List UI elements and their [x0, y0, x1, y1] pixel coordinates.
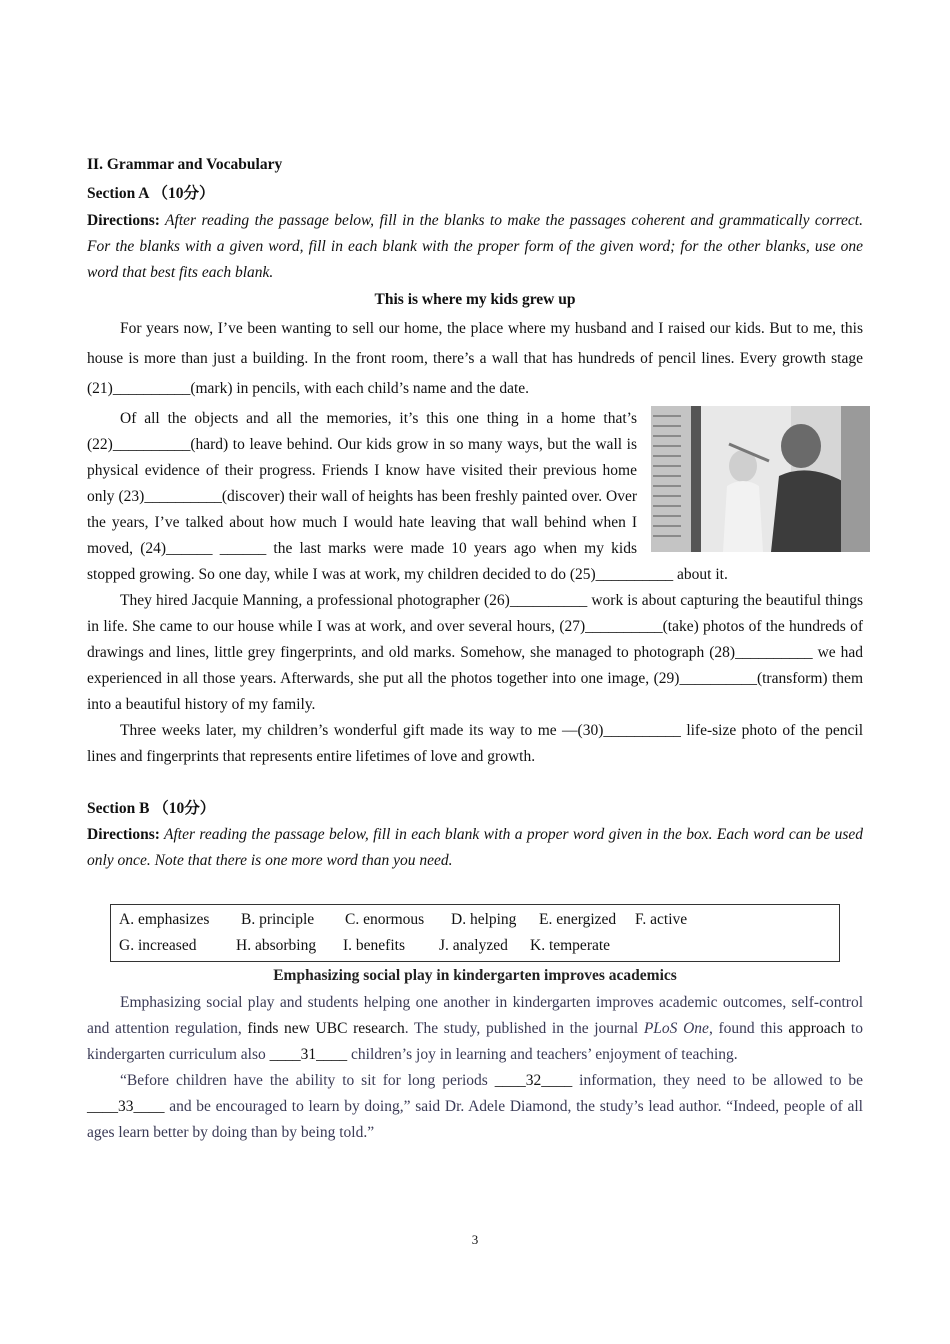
text-run: children’s joy in learning and teachers’ enjoyment of teaching. — [347, 1046, 738, 1063]
word-option: K. temperate — [530, 937, 611, 954]
text-run: to kindergarten curriculum also — [87, 1020, 863, 1063]
text-run: finds new UBC research — [247, 1020, 405, 1037]
section-b-title: Section B （10分） — [87, 800, 216, 817]
directions-text: After reading the passage below, fill in the blanks to make the passages coherent and grammatically correct. For the blanks with a given word, fill in each blank with the proper form of the given word; for the other blanks, use one word that best fits each blank. — [87, 212, 863, 281]
word-box-row-1 — [119, 907, 831, 933]
blank-32: ____32____ — [494, 1072, 573, 1089]
blank-33: ____33____ — [87, 1098, 165, 1115]
passage-a-paragraph-2: Of all the objects and all the memories, it’s this one thing in a home that’s (22)__________(hard) to leave behind. Our kids grow in so many ways, but the wall is physical evidence of their progress. Friends I know have visited their previous home only (23)__________(discover) their wall of heights has been freshly painted over. Over the years, I’ve talked about how much I would hate leaving that wall behind when I moved, (24)______ ______ the last marks were made 10 years ago when my kids stopped growing. So one day, while I was at work, my children decided to do (25)__________ about it. — [87, 410, 728, 583]
word-option: F. active — [635, 911, 688, 928]
word-box — [110, 904, 840, 962]
mother-measuring-child-photo — [651, 406, 870, 552]
blank-31: ____31____ — [269, 1046, 348, 1063]
passage-a-title: This is where my kids grew up — [374, 291, 576, 308]
photo-illustration — [651, 406, 870, 552]
text-run: . The study, published in the journal — [404, 1020, 644, 1037]
section-a-title: Section A （10分） — [87, 185, 215, 202]
passage-b-paragraph-1 — [87, 990, 863, 1068]
passage-a-body — [87, 406, 863, 770]
journal-name: PLoS One — [643, 1020, 709, 1037]
directions-text-b: After reading the passage below, fill in each blank with a proper word given in the box. Each word can be used only once. Note that there is one more word than you need. — [87, 826, 863, 869]
passage-a-paragraph-4: Three weeks later, my children’s wonderful gift made its way to me —(30)__________ life-size photo of the pencil lines and fingerprints that represents entire lifetimes of love and growth. — [87, 722, 863, 765]
text-run: and be encouraged to learn by doing,” said Dr. Adele Diamond, the study’s lead author. “Indeed, people of all ages learn better by doing than by being told.” — [87, 1098, 863, 1141]
word-option: G. increased — [119, 937, 197, 954]
passage-a-paragraph-3: They hired Jacquie Manning, a professional photographer (26)__________ work is about capturing the beautiful things in life. She came to our house while I was at work, and over several hours, (27)__________(take) photos of the hundreds of drawings and lines, little grey fingerprints, and old marks. Somehow, she managed to photograph (28)__________ we had experienced in all those years. Afterwards, she put all the photos together into one image, (29)__________(transform) them into a beautiful history of my family. — [87, 592, 863, 713]
word-option: H. absorbing — [236, 937, 317, 954]
passage-b-title: Emphasizing social play in kindergarten improves academics — [273, 967, 677, 984]
text-run: Emphasizing social play and students helping one another in kindergarten improves academic outcomes, self-control and attention regulation, — [87, 994, 863, 1037]
page-number: 3 — [471, 1232, 479, 1247]
passage-a-paragraph-1: For years now, I’ve been wanting to sell our home, the place where my husband and I raised our kids. But to me, this house is more than just a building. In the front room, there’s a wall that has hundreds of pencil lines. Every growth stage (21)__________(mark) in pencils, with each child’s name and the date. — [87, 320, 863, 397]
worksheet-page — [87, 150, 863, 1146]
word-option: E. energized — [539, 911, 617, 928]
directions-label: Directions: — [87, 212, 160, 229]
word-option: B. principle — [241, 911, 315, 928]
word-option: C. enormous — [345, 911, 425, 928]
word-option: A. emphasizes — [119, 911, 210, 928]
section-a-directions — [87, 208, 863, 286]
text-run: information, they need to be allowed to be — [572, 1072, 863, 1089]
text-run: , found this — [708, 1020, 789, 1037]
word-box-row-2 — [119, 933, 831, 959]
word-option: D. helping — [451, 911, 517, 928]
directions-label-b: Directions: — [87, 826, 160, 843]
text-run: approach — [788, 1020, 846, 1037]
passage-b-paragraph-2 — [87, 1068, 863, 1146]
word-option: J. analyzed — [439, 937, 508, 954]
section-b-directions — [87, 822, 863, 874]
part-title: II. Grammar and Vocabulary — [87, 156, 283, 173]
word-option: I. benefits — [343, 937, 405, 954]
text-run: “Before children have the ability to sit for long periods — [120, 1072, 495, 1089]
